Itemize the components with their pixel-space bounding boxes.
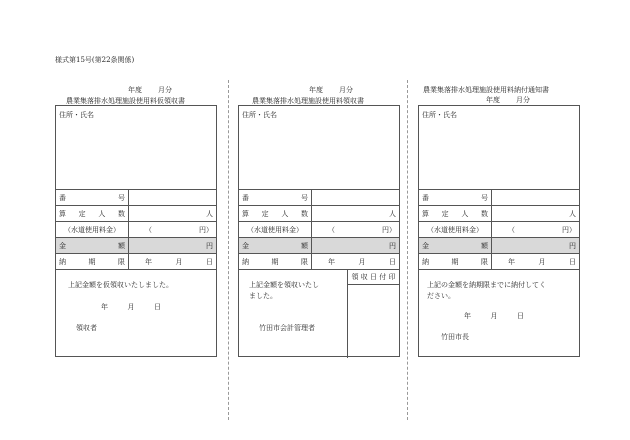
row-people: 算 定 人 数 人 (419, 206, 579, 222)
panel-receipt (238, 105, 400, 357)
row-amount: 金 額 円 (239, 238, 399, 254)
panel-provisional-receipt (55, 105, 217, 357)
receipt-statement: 上記金額を仮領収いたしました。 (68, 281, 173, 289)
address-box (239, 106, 399, 190)
panel-payment-notice (418, 105, 580, 357)
cut-line-1 (228, 80, 229, 420)
panel2-period: 年度 月分 (309, 86, 353, 94)
date-line: 年 月 日 (101, 303, 161, 311)
row-amount: 金 額 円 (56, 238, 216, 254)
row-people: 算 定 人 数 人 (239, 206, 399, 222)
panel2-title: 農業集落排水処理施設使用料領収書 (252, 97, 364, 105)
row-number: 番 号 (239, 190, 399, 206)
stamp-label: 領 収 日 付 印 (348, 269, 399, 285)
panel3-period: 年度 月分 (486, 96, 530, 104)
row-number: 番 号 (56, 190, 216, 206)
row-number: 番 号 (419, 190, 579, 206)
row-water-fee: （水道使用料金） （ 円） (56, 222, 216, 238)
row-water-fee: （水道使用料金） （ 円） (419, 222, 579, 238)
panel1-title: 農業集落排水処理施設使用料仮領収書 (66, 97, 185, 105)
address-box (419, 106, 579, 190)
row-amount: 金 額 円 (419, 238, 579, 254)
form-number: 様式第15号(第22条関係) (55, 56, 135, 64)
address-label: 住所・氏名 (242, 111, 277, 119)
row-people: 算 定 人 数 人 (56, 206, 216, 222)
address-box (56, 106, 216, 190)
address-label: 住所・氏名 (422, 111, 457, 119)
cut-line-2 (407, 80, 408, 420)
receiver-label: 領収者 (76, 324, 97, 332)
receipt-statement: 上記金額を領収いたし ました。 (249, 281, 319, 300)
panel1-period: 年度 月分 (128, 86, 172, 94)
date-line: 年 月 日 (464, 312, 524, 320)
receipt-stamp-box (347, 269, 399, 358)
row-deadline: 納 期 限 年 月 日 (239, 254, 399, 270)
payment-statement: 上記の金額を納期限までに納付してく ださい。 (427, 281, 546, 300)
mayor-label: 竹田市長 (441, 333, 469, 341)
treasurer-label: 竹田市会計管理者 (259, 324, 315, 332)
row-deadline: 納 期 限 年 月 日 (56, 254, 216, 270)
panel3-title: 農業集落排水処理施設使用料納付通知書 (423, 86, 549, 94)
row-water-fee: （水道使用料金） （ 円） (239, 222, 399, 238)
row-deadline: 納 期 限 年 月 日 (419, 254, 579, 270)
address-label: 住所・氏名 (59, 111, 94, 119)
